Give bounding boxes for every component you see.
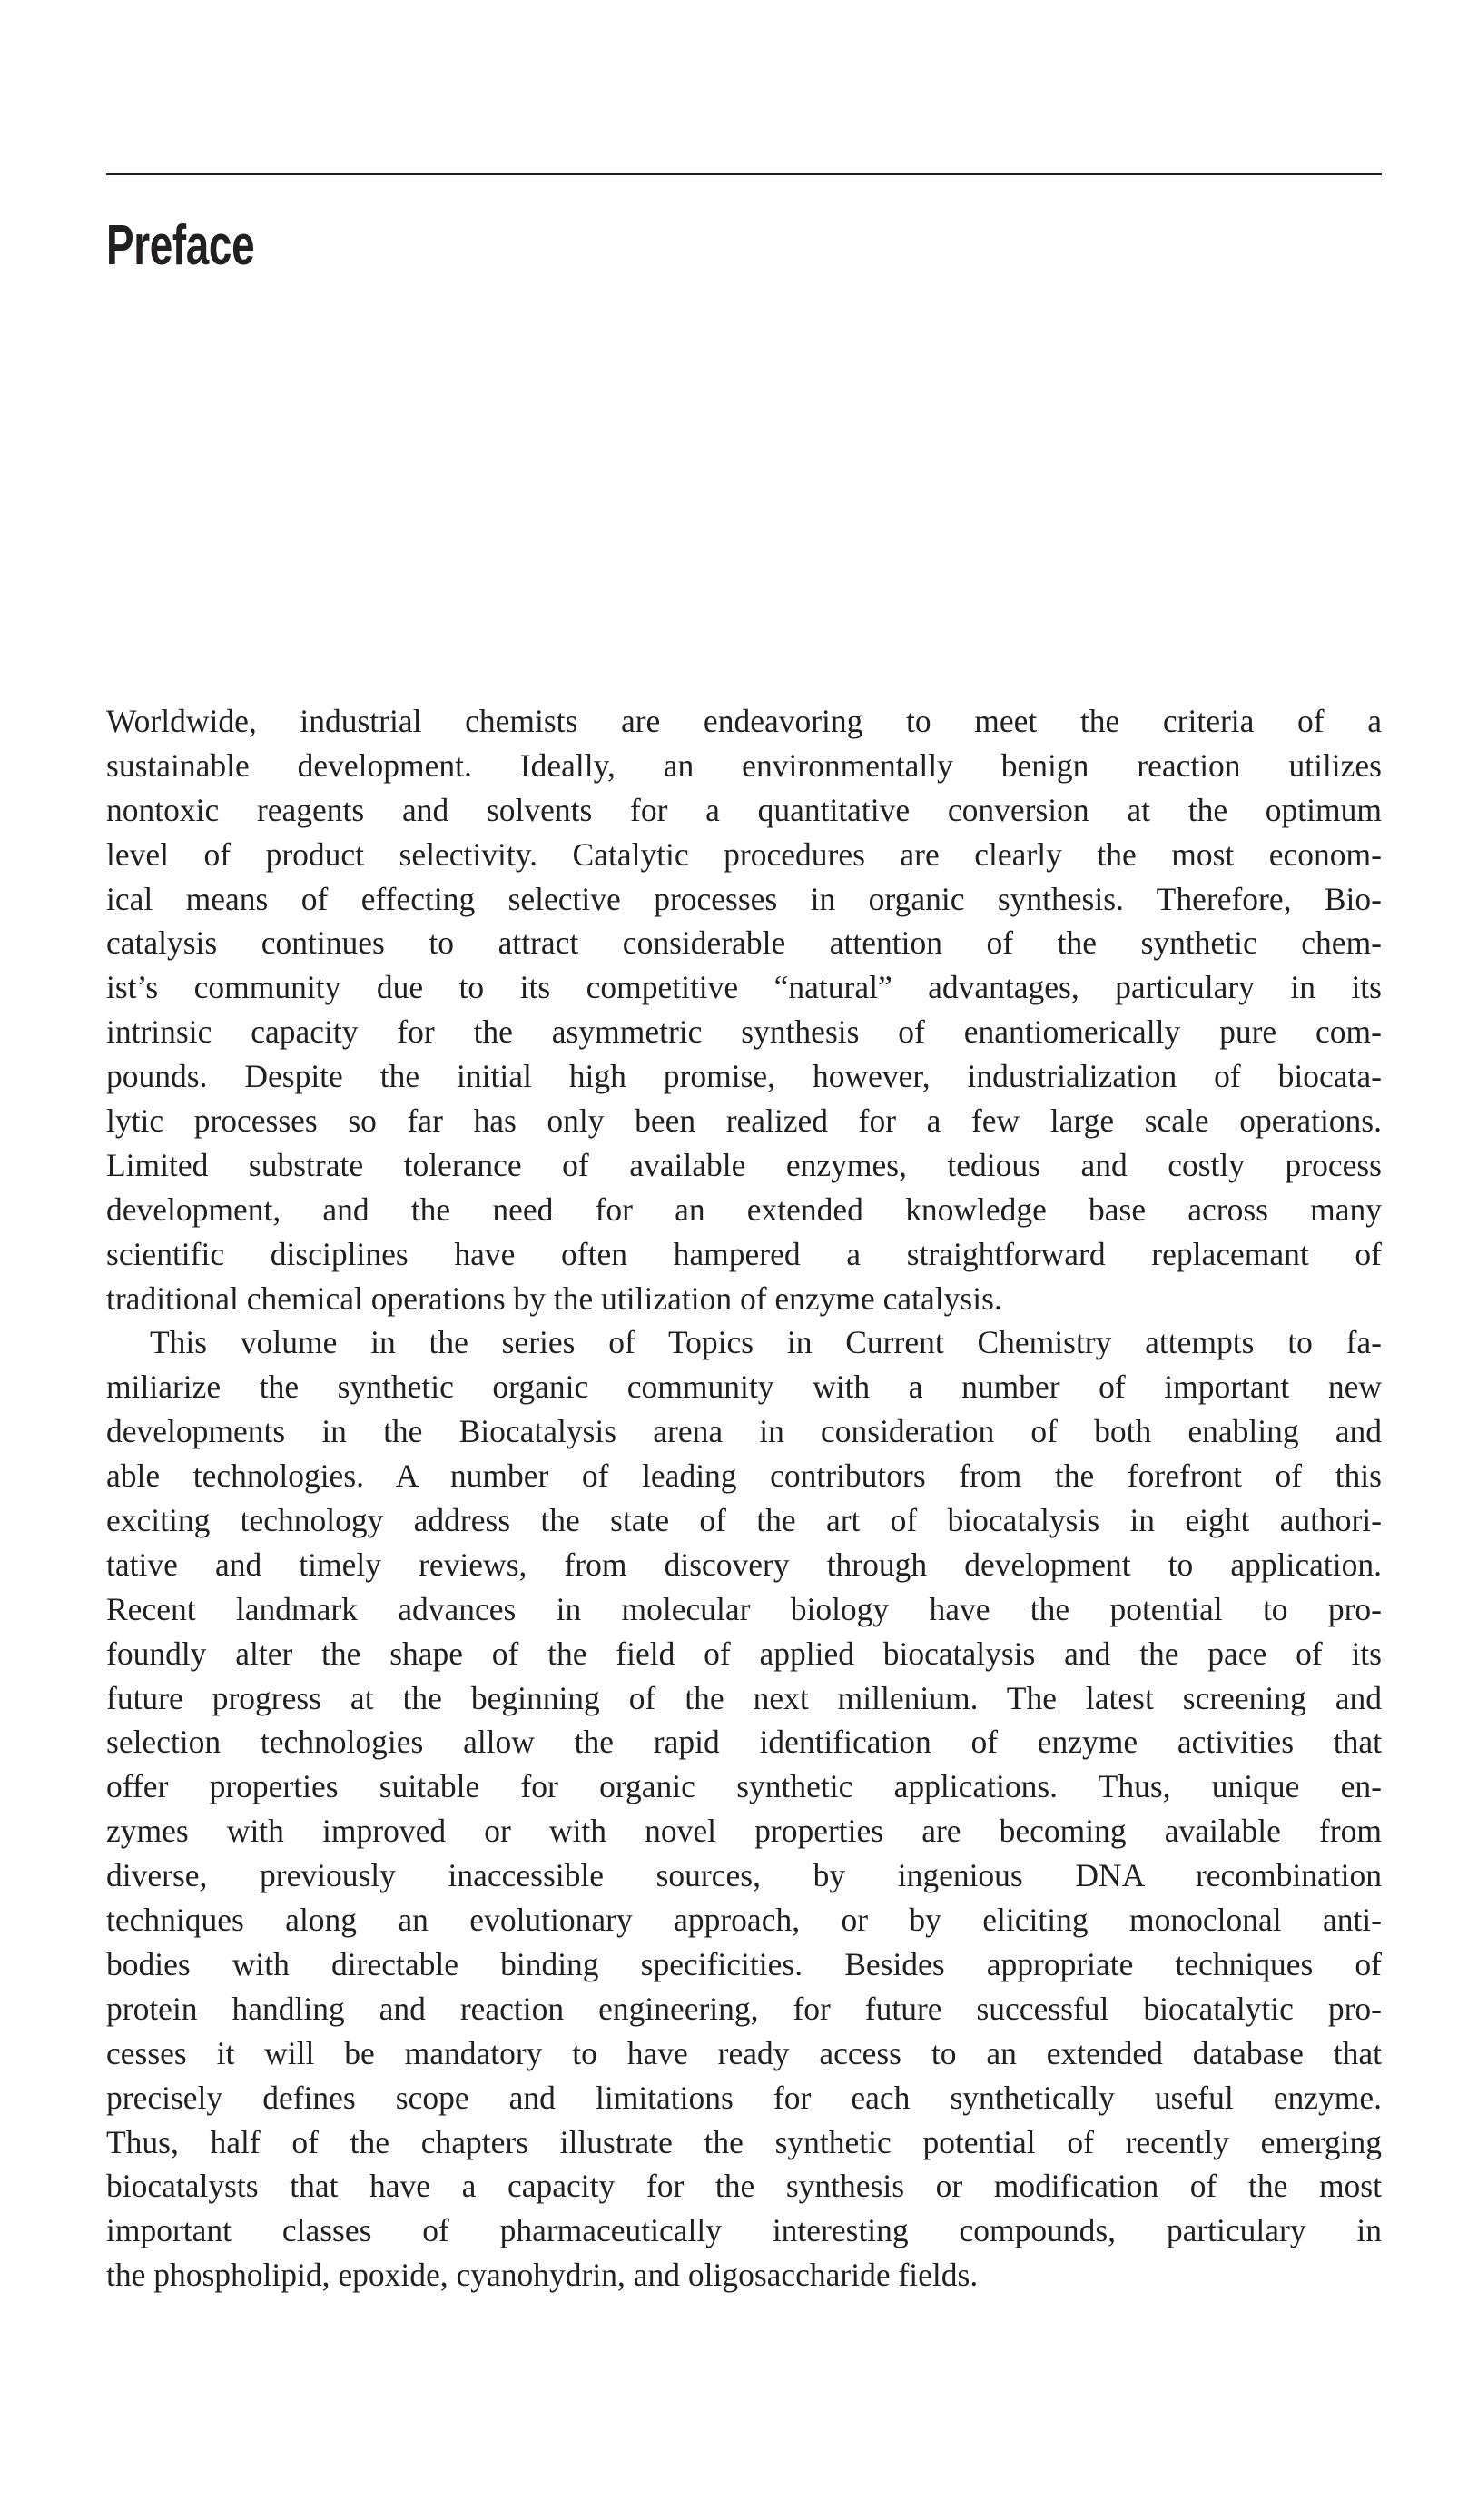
text-line: sustainable development. Ideally, an environmentally benign reaction utilizes bbox=[106, 746, 1382, 784]
text-line: biocatalysts that have a capacity for the synthesis or modification of the most bbox=[106, 2168, 1382, 2205]
text-line: level of product selectivity. Catalytic procedures are clearly the most econom- bbox=[106, 835, 1382, 873]
text-line: Limited substrate tolerance of available enzymes, tedious and costly process bbox=[106, 1146, 1382, 1183]
text-line: important classes of pharmaceutically interesting compounds, particulary in bbox=[106, 2212, 1382, 2249]
text-line: miliarize the synthetic organic community with a number of important new bbox=[106, 1369, 1382, 1406]
text-line: scientific disciplines have often hampered a straightforward replacemant of bbox=[106, 1235, 1382, 1272]
text-line: development, and the need for an extended knowledge base across many bbox=[106, 1191, 1382, 1228]
paragraph bbox=[106, 1320, 1382, 2298]
paragraph bbox=[106, 699, 1382, 1320]
text-line: techniques along an evolutionary approach, or by eliciting monoclonal anti- bbox=[106, 1902, 1382, 1939]
text-line: developments in the Biocatalysis arena in consideration of both enabling and bbox=[106, 1413, 1382, 1450]
text-line: catalysis continues to attract considerable attention of the synthetic chem- bbox=[106, 924, 1382, 962]
text-line: tative and timely reviews, from discovery through development to application. bbox=[106, 1546, 1382, 1583]
text-line: lytic processes so far has only been realized for a few large scale operations. bbox=[106, 1102, 1382, 1140]
text-line: zymes with improved or with novel properties are becoming available from bbox=[106, 1813, 1382, 1850]
text-line: Recent landmark advances in molecular biology have the potential to pro- bbox=[106, 1590, 1382, 1627]
text-line: bodies with directable binding specificities. Besides appropriate techniques of bbox=[106, 1945, 1382, 1982]
text-line: traditional chemical operations by the utilization of enzyme catalysis. bbox=[106, 1280, 1002, 1317]
text-line: exciting technology address the state of the art of biocatalysis in eight authori- bbox=[106, 1502, 1382, 1539]
text-line: nontoxic reagents and solvents for a quantitative conversion at the optimum bbox=[106, 791, 1382, 828]
text-line: future progress at the beginning of the next millenium. The latest screening and bbox=[106, 1679, 1382, 1716]
text-line: intrinsic capacity for the asymmetric synthesis of enantiomerically pure com- bbox=[106, 1013, 1382, 1051]
text-line: able technologies. A number of leading contributors from the forefront of this bbox=[106, 1458, 1382, 1495]
text-line: ist’s community due to its competitive “natural” advantages, particulary in its bbox=[106, 969, 1382, 1006]
text-line: protein handling and reaction engineering, for future successful biocatalytic pro- bbox=[106, 1990, 1382, 2027]
text-line: the phospholipid, epoxide, cyanohydrin, and oligosaccharide fields. bbox=[106, 2257, 979, 2294]
text-line: offer properties suitable for organic synthetic applications. Thus, unique en- bbox=[106, 1768, 1382, 1805]
text-line: cesses it will be mandatory to have ready access to an extended database that bbox=[106, 2034, 1382, 2071]
text-line: This volume in the series of Topics in Current Chemistry attempts to fa- bbox=[150, 1324, 1382, 1361]
text-line: pounds. Despite the initial high promise, however, industrialization of biocata- bbox=[106, 1058, 1382, 1095]
text-line: precisely defines scope and limitations for each synthetically useful enzyme. bbox=[106, 2079, 1382, 2116]
text-line: Thus, half of the chapters illustrate the synthetic potential of recently emerging bbox=[106, 2123, 1382, 2160]
text-line: ical means of effecting selective processes in organic synthesis. Therefore, Bio- bbox=[106, 880, 1382, 917]
preface-body bbox=[106, 699, 1382, 2298]
text-line: diverse, previously inaccessible sources, by ingenious DNA recombination bbox=[106, 1857, 1382, 1894]
header-rule bbox=[106, 173, 1382, 175]
page-title: Preface bbox=[106, 214, 255, 277]
text-line: Worldwide, industrial chemists are endeavoring to meet the criteria of a bbox=[106, 703, 1382, 739]
text-line: foundly alter the shape of the field of applied biocatalysis and the pace of its bbox=[106, 1635, 1382, 1672]
text-line: selection technologies allow the rapid identification of enzyme activities that bbox=[106, 1724, 1382, 1761]
